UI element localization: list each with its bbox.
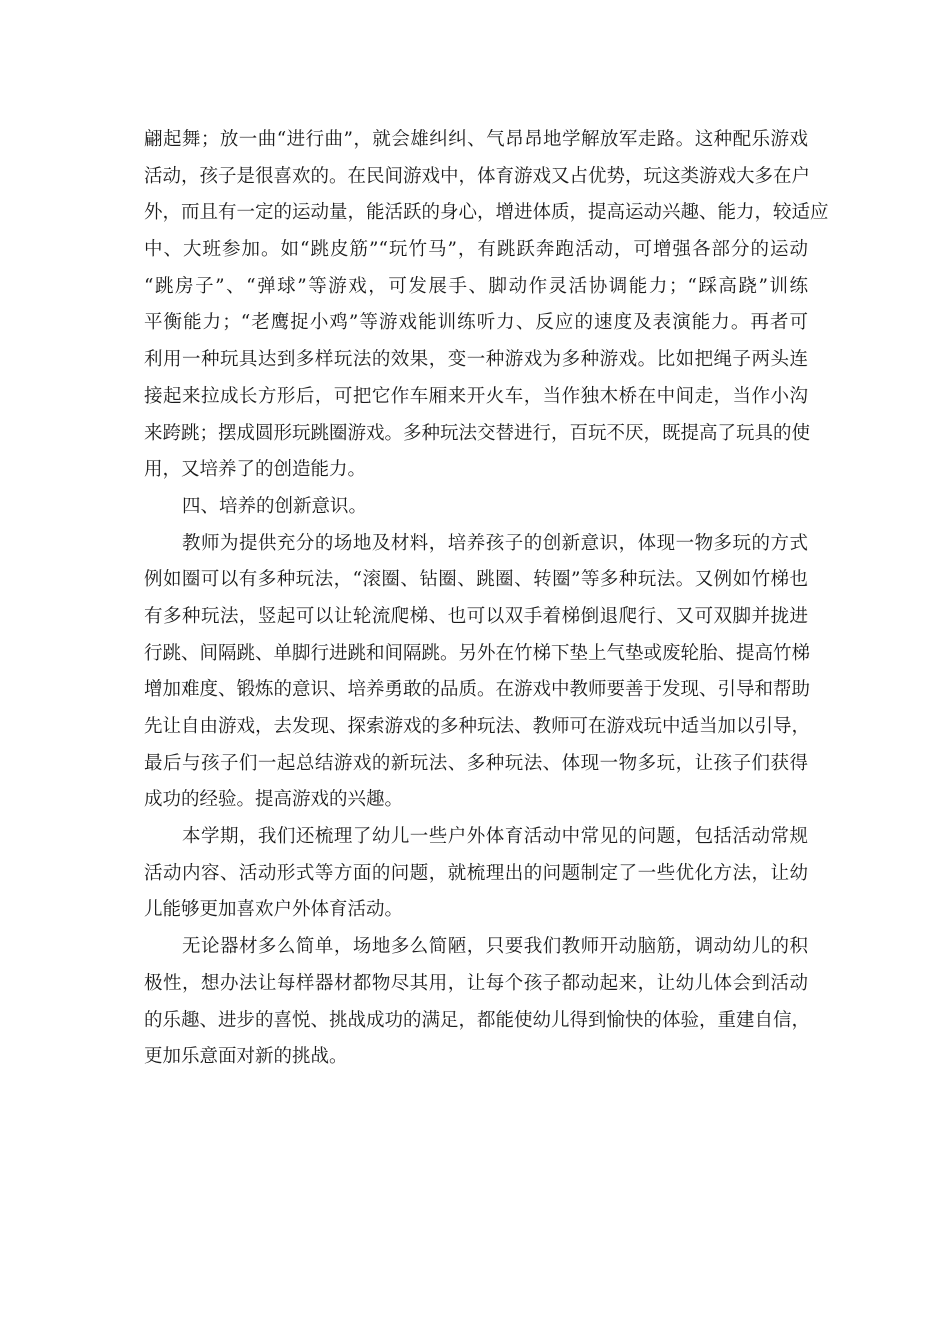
text-line: 利用一种玩具达到多样玩法的效果，变一种游戏为多种游戏。比如把绳子两头连 [144,349,808,371]
text-line: 成功的经验。提高游戏的兴趣。 [144,789,404,811]
text-line: 翩起舞；放一曲“进行曲”，就会雄纠纠、气昂昂地学解放军走路。这种配乐游戏 [144,129,808,150]
text-line: 最后与孩子们一起总结游戏的新玩法、多种玩法、体现一物多玩，让孩子们获得 [144,752,808,774]
text-line: 用，又培养了的创造能力。 [144,459,367,481]
text-line: 接起来拉成长方形后，可把它作车厢来开火车，当作独木桥在中间走，当作小沟 [144,385,808,407]
text-line: 活动，孩子是很喜欢的。在民间游戏中，体育游戏又占优势，玩这类游戏大多在户 [144,165,811,187]
text-line: “跳房子”、“弹球”等游戏，可发展手、脚动作灵活协调能力；“踩高跷”训练 [144,275,808,297]
text-line: 极性，想办法让每样器材都物尽其用，让每个孩子都动起来，让幼儿体会到活动 [144,972,808,994]
text-line: 行跳、间隔跳、单脚行进跳和间隔跳。另外在竹梯下垫上气垫或废轮胎、提高竹梯 [144,642,811,664]
text-line: 四、培养的创新意识。 [182,495,368,517]
text-line: 教师为提供充分的场地及材料，培养孩子的创新意识，体现一物多玩的方式 [182,532,808,554]
text-line: 无论器材多么简单，场地多么简陋，只要我们教师开动脑筋，调动幼儿的积 [182,936,808,958]
text-line: 来跨跳；摆成圆形玩跳圈游戏。多种玩法交替进行，百玩不厌，既提高了玩具的使 [144,422,811,444]
text-line: 更加乐意面对新的挑战。 [144,1046,348,1068]
text-line: 增加难度、锻炼的意识、培养勇敢的品质。在游戏中教师要善于发现、引导和帮助 [144,679,811,701]
document-body [144,122,829,1076]
text-line: 的乐趣、进步的喜悦、挑战成功的满足，都能使幼儿得到愉快的体验，重建自信， [144,1009,811,1031]
text-line: 先让自由游戏，去发现、探索游戏的多种玩法、教师可在游戏玩中适当加以引导， [144,716,811,737]
text-line: 儿能够更加喜欢户外体育活动。 [144,899,404,921]
text-line: 本学期，我们还梳理了幼儿一些户外体育活动中常见的问题，包括活动常规 [182,826,808,848]
text-line: 中、大班参加。如“跳皮筋”“玩竹马”，有跳跃奔跑活动，可增强各部分的运动 [144,239,808,261]
text-line: 例如圈可以有多种玩法，“滚圈、钻圈、跳圈、转圈”等多种玩法。又例如竹梯也 [144,569,808,591]
text-line: 外，而且有一定的运动量，能活跃的身心，增进体质，提高运动兴趣、能力，较适应 [144,202,829,224]
text-line: 活动内容、活动形式等方面的问题，就梳理出的问题制定了一些优化方法，让幼 [144,862,808,884]
text-line: 平衡能力；“老鹰捉小鸡”等游戏能训练听力、反应的速度及表演能力。再者可 [144,312,808,334]
text-line: 有多种玩法，竖起可以让轮流爬梯、也可以双手着梯倒退爬行、又可双脚并拢进 [144,605,808,627]
